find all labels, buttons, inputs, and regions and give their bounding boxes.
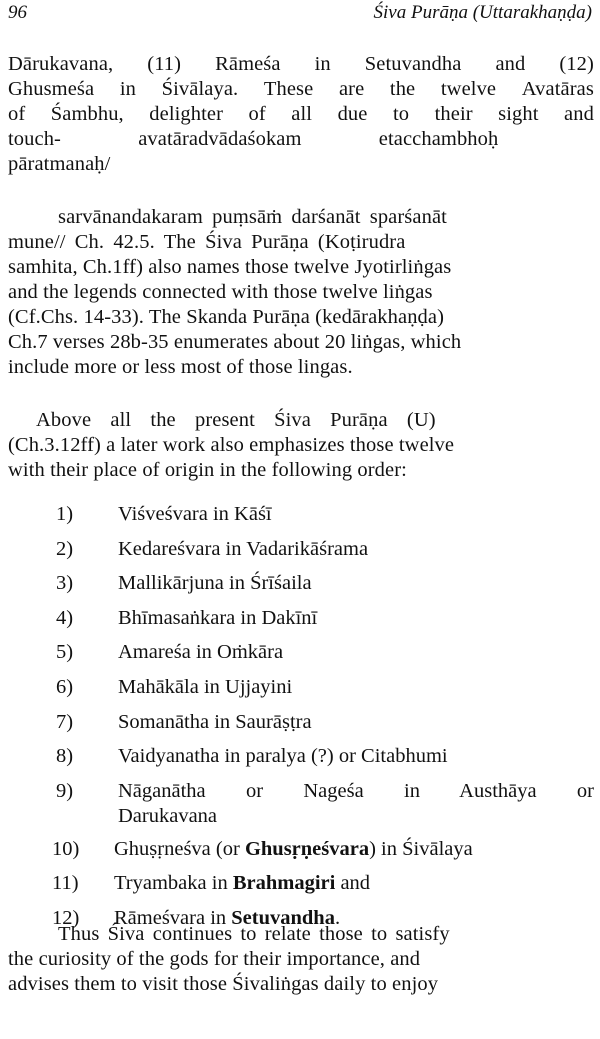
list-text: Somanātha in Saurāṣṭra xyxy=(118,710,312,733)
paragraph-2 xyxy=(8,205,594,380)
list-text: Amareśa in Oṁkāra xyxy=(118,641,284,664)
list-text-part: Tryambaka in xyxy=(114,872,233,895)
list-item xyxy=(56,502,594,527)
list-text xyxy=(114,871,594,896)
text-line xyxy=(8,102,594,127)
list-number: 1) xyxy=(56,503,74,525)
list-text-bold: Brahmagiri xyxy=(232,872,336,895)
list-text xyxy=(114,837,594,862)
text-line: samhita, Ch.1ff) also names those twelve Jyotirliṅgas xyxy=(8,256,452,278)
text-line: pāratmanaḥ/ xyxy=(8,153,111,175)
list-item xyxy=(56,744,594,769)
list-text: Nāganātha or Nageśa in Austhāya or Darukavana xyxy=(118,779,594,827)
list-text-part: Rāmeśvara in xyxy=(114,906,232,929)
list-item xyxy=(56,537,594,562)
text-line: (Cf.Chs. 14-33). The Skanda Purāṇa (kedārakhaṇḍa) xyxy=(8,306,445,328)
list-text-bold: Setuvandha xyxy=(231,906,335,929)
list-text: Viśveśvara in Kāśī xyxy=(118,503,272,525)
list-text-part: . xyxy=(334,906,341,929)
word: and xyxy=(564,103,594,125)
list-item xyxy=(52,871,594,896)
list-number: 3) xyxy=(56,572,74,595)
word: in xyxy=(119,78,136,100)
text-line xyxy=(8,52,594,77)
word: of xyxy=(8,103,26,125)
text-line: sarvānandakaram puṃsāṁ darśanāt sparśanāt xyxy=(58,206,447,228)
word: Setuvandha xyxy=(364,53,462,75)
word: of xyxy=(248,103,266,125)
word: Śivālaya. xyxy=(161,78,239,100)
word: delighter xyxy=(149,103,224,125)
paragraph-4 xyxy=(8,922,594,997)
word: These xyxy=(263,78,314,100)
list-item xyxy=(52,837,594,862)
list-text: Vaidyanatha in paralya (?) or Citabhumi xyxy=(118,745,448,768)
list-number: 8) xyxy=(56,745,74,768)
word: Ghusmeśa xyxy=(8,78,95,100)
word: Dārukavana, xyxy=(8,53,114,75)
text-line: Above all the present Śiva Purāṇa (U) xyxy=(36,409,436,431)
text-line: touch- avatāradvādaśokam etacchambhoḥ xyxy=(8,128,499,150)
list-item xyxy=(56,571,594,596)
word: to xyxy=(392,103,410,125)
list-text-part: Ghuṣṛneśva (or xyxy=(114,837,245,860)
list-text: Bhīmasaṅkara in Dakīnī xyxy=(118,606,318,629)
text-line: mune// Ch. 42.5. The Śiva Purāṇa (Koṭirudra xyxy=(8,231,406,253)
paragraph-1 xyxy=(8,52,594,177)
word: their xyxy=(434,103,473,125)
list-number: 4) xyxy=(56,606,74,629)
word: and xyxy=(495,53,526,75)
list-number: 5) xyxy=(56,641,74,664)
list-item xyxy=(56,675,594,700)
list-text: Mallikārjuna in Śrīśaila xyxy=(118,572,312,595)
list-number: 12) xyxy=(52,906,80,929)
list-item xyxy=(56,606,594,631)
list-number: 11) xyxy=(52,872,79,895)
running-head: Śiva Purāṇa (Uttarakhaṇḍa) xyxy=(373,2,592,23)
list-text-bold: Ghusṛṇeśvara xyxy=(244,837,370,860)
list-number: 9) xyxy=(56,779,74,802)
list-number: 6) xyxy=(56,675,74,698)
word: sight xyxy=(498,103,539,125)
list-item xyxy=(56,640,594,665)
word: all xyxy=(291,103,313,125)
list-number: 2) xyxy=(56,537,74,560)
text-line: the curiosity of the gods for their importance, and xyxy=(8,948,421,970)
list-number: 7) xyxy=(56,710,74,733)
word: Rāmeśa xyxy=(215,53,281,75)
word: (11) xyxy=(147,53,182,75)
paragraph-3 xyxy=(8,408,594,483)
word: the xyxy=(389,78,416,100)
jyotirlinga-list xyxy=(52,502,594,941)
text-line: with their place of origin in the following order: xyxy=(8,459,407,481)
page-header xyxy=(8,2,592,30)
word: in xyxy=(314,53,331,75)
list-item xyxy=(56,779,594,829)
text-line: and the legends connected with those twelve liṅgas xyxy=(8,281,433,303)
text-line: (Ch.3.12ff) a later work also emphasizes those twelve xyxy=(8,434,455,456)
list-text: Kedareśvara in Vadarikāśrama xyxy=(118,537,369,560)
word: are xyxy=(338,78,365,100)
list-text-part: ) in Śivālaya xyxy=(369,837,473,860)
page-number: 96 xyxy=(8,2,27,23)
text-line: Ch.7 verses 28b-35 enumerates about 20 liṅgas, which xyxy=(8,331,462,353)
word: due xyxy=(337,103,368,125)
text-line xyxy=(8,77,594,102)
word: Śambhu, xyxy=(50,103,124,125)
text-line: Thus Śiva continues to relate those to satisfy xyxy=(58,923,450,945)
word: (12) xyxy=(559,53,594,75)
list-text: Mahākāla in Ujjayini xyxy=(118,675,293,698)
text-line: advises them to visit those Śivaliṅgas daily to enjoy xyxy=(8,973,439,995)
list-item xyxy=(56,710,594,735)
list-number: 10) xyxy=(52,837,80,860)
word: Avatāras xyxy=(521,78,594,100)
text-line: include more or less most of those lingas. xyxy=(8,356,353,378)
list-text-part: and xyxy=(335,872,371,895)
word: twelve xyxy=(440,78,497,100)
